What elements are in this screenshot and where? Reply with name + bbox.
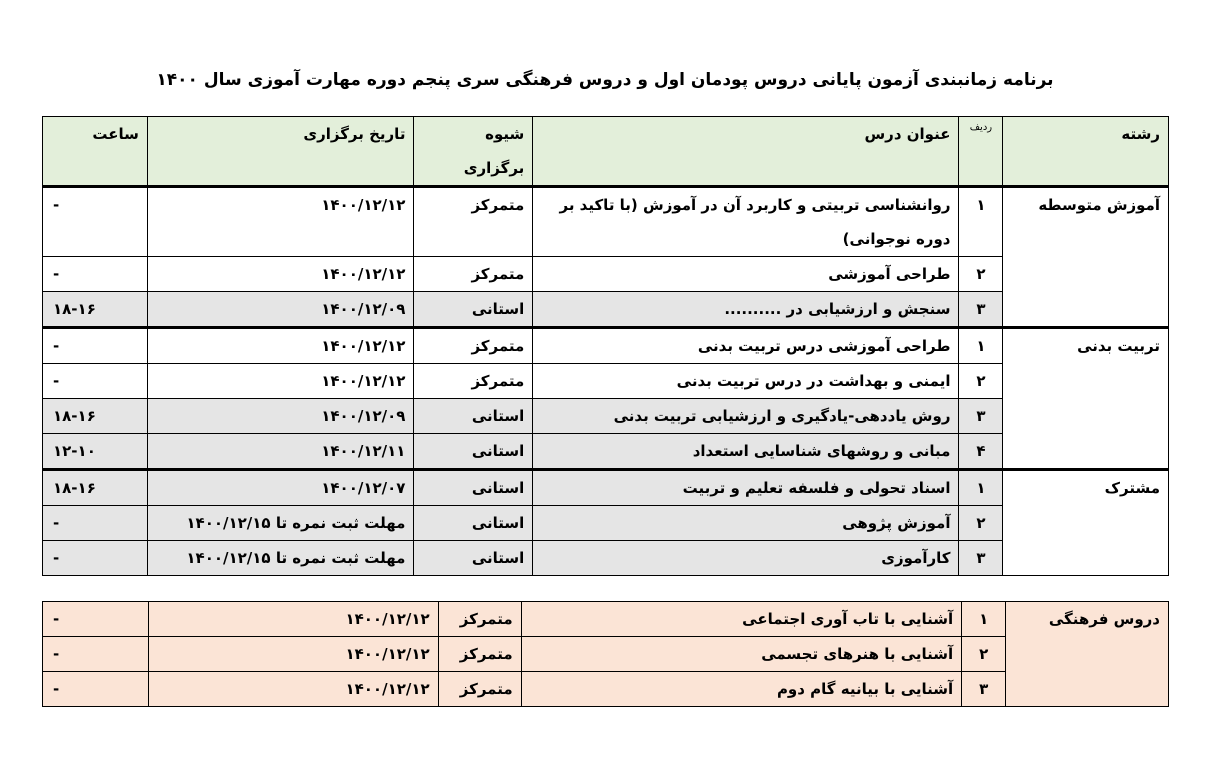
field-cell: مشترک [1003,470,1169,576]
table-row [43,672,1169,707]
cultural-courses-table [42,601,1169,707]
row-number: ۲ [959,257,1003,292]
time-cell: - [43,187,148,257]
row-number: ۳ [959,541,1003,576]
exam-schedule-table [42,116,1169,576]
row-number: ۳ [962,672,1006,707]
row-number: ۲ [962,637,1006,672]
row-number: ۴ [959,434,1003,470]
time-cell: - [43,602,149,637]
course-title: سنجش و ارزشیابی در .......... [533,292,959,328]
row-number: ۲ [959,364,1003,399]
time-cell: - [43,637,149,672]
method-cell: متمرکز [438,637,521,672]
method-cell: متمرکز [438,672,521,707]
method-cell: استانی [414,399,533,434]
course-title: اسناد تحولی و فلسفه تعلیم و تربیت [533,470,959,506]
row-number: ۱ [962,602,1006,637]
date-cell: ۱۴۰۰/۱۲/۱۲ [148,672,438,707]
course-title: آشنایی با تاب آوری اجتماعی [521,602,962,637]
course-title: آشنایی با هنرهای تجسمی [521,637,962,672]
course-title: طراحی آموزشی [533,257,959,292]
table-row [43,470,1169,506]
course-title: طراحی آموزشی درس تربیت بدنی [533,328,959,364]
time-cell: - [43,257,148,292]
method-cell: استانی [414,541,533,576]
method-cell: متمرکز [414,364,533,399]
date-cell: ۱۴۰۰/۱۲/۰۹ [147,399,414,434]
date-cell: ۱۴۰۰/۱۲/۰۷ [147,470,414,506]
row-number: ۳ [959,399,1003,434]
time-cell: - [43,541,148,576]
header-field: رشته [1003,117,1169,187]
table-row [43,506,1169,541]
header-row-number: ردیف [959,117,1003,187]
time-cell: - [43,506,148,541]
header-method: شیوه برگزاری [414,117,533,187]
field-cell: دروس فرهنگی [1006,602,1169,707]
course-title: روانشناسی تربیتی و کاربرد آن در آموزش (با تاکید بر دوره نوجوانی) [533,187,959,257]
course-title: مبانی و روشهای شناسایی استعداد [533,434,959,470]
method-cell: متمرکز [414,257,533,292]
table-row [43,257,1169,292]
course-title: ایمنی و بهداشت در درس تربیت بدنی [533,364,959,399]
date-cell: ۱۴۰۰/۱۲/۱۲ [147,328,414,364]
course-title: آموزش پژوهی [533,506,959,541]
time-cell: ۱۲-۱۰ [43,434,148,470]
row-number: ۱ [959,187,1003,257]
table-row [43,292,1169,328]
course-title: آشنایی با بیانیه گام دوم [521,672,962,707]
date-cell: ۱۴۰۰/۱۲/۱۱ [147,434,414,470]
time-cell: - [43,328,148,364]
date-cell: ۱۴۰۰/۱۲/۱۲ [148,602,438,637]
method-cell: استانی [414,470,533,506]
table-row [43,364,1169,399]
course-title: کارآموزی [533,541,959,576]
course-title: روش یاددهی-یادگیری و ارزشیابی تربیت بدنی [533,399,959,434]
table-row [43,434,1169,470]
date-cell: مهلت ثبت نمره تا ۱۴۰۰/۱۲/۱۵ [147,506,414,541]
method-cell: متمرکز [414,328,533,364]
table-row [43,541,1169,576]
method-cell: متمرکز [438,602,521,637]
table-row [43,399,1169,434]
date-cell: ۱۴۰۰/۱۲/۱۲ [147,187,414,257]
time-cell: - [43,364,148,399]
table-row [43,328,1169,364]
time-cell: ۱۸-۱۶ [43,470,148,506]
date-cell: ۱۴۰۰/۱۲/۰۹ [147,292,414,328]
date-cell: ۱۴۰۰/۱۲/۱۲ [148,637,438,672]
row-number: ۱ [959,328,1003,364]
header-course: عنوان درس [533,117,959,187]
date-cell: مهلت ثبت نمره تا ۱۴۰۰/۱۲/۱۵ [147,541,414,576]
method-cell: استانی [414,292,533,328]
row-number: ۱ [959,470,1003,506]
header-time: ساعت [43,117,148,187]
field-cell: آموزش متوسطه [1003,187,1169,328]
date-cell: ۱۴۰۰/۱۲/۱۲ [147,257,414,292]
table-row [43,187,1169,257]
method-cell: متمرکز [414,187,533,257]
time-cell: ۱۸-۱۶ [43,292,148,328]
time-cell: - [43,672,149,707]
time-cell: ۱۸-۱۶ [43,399,148,434]
row-number: ۲ [959,506,1003,541]
field-cell: تربیت بدنی [1003,328,1169,470]
method-cell: استانی [414,434,533,470]
table-header-row [43,117,1169,187]
document-title: برنامه زمانبندی آزمون پایانی دروس پودمان اول و دروس فرهنگی سری پنجم دوره مهارت آموزی سال ۱۴۰۰ [156,70,1054,90]
row-number: ۳ [959,292,1003,328]
table-row [43,637,1169,672]
header-date: تاریخ برگزاری [147,117,414,187]
date-cell: ۱۴۰۰/۱۲/۱۲ [147,364,414,399]
table-row [43,602,1169,637]
method-cell: استانی [414,506,533,541]
